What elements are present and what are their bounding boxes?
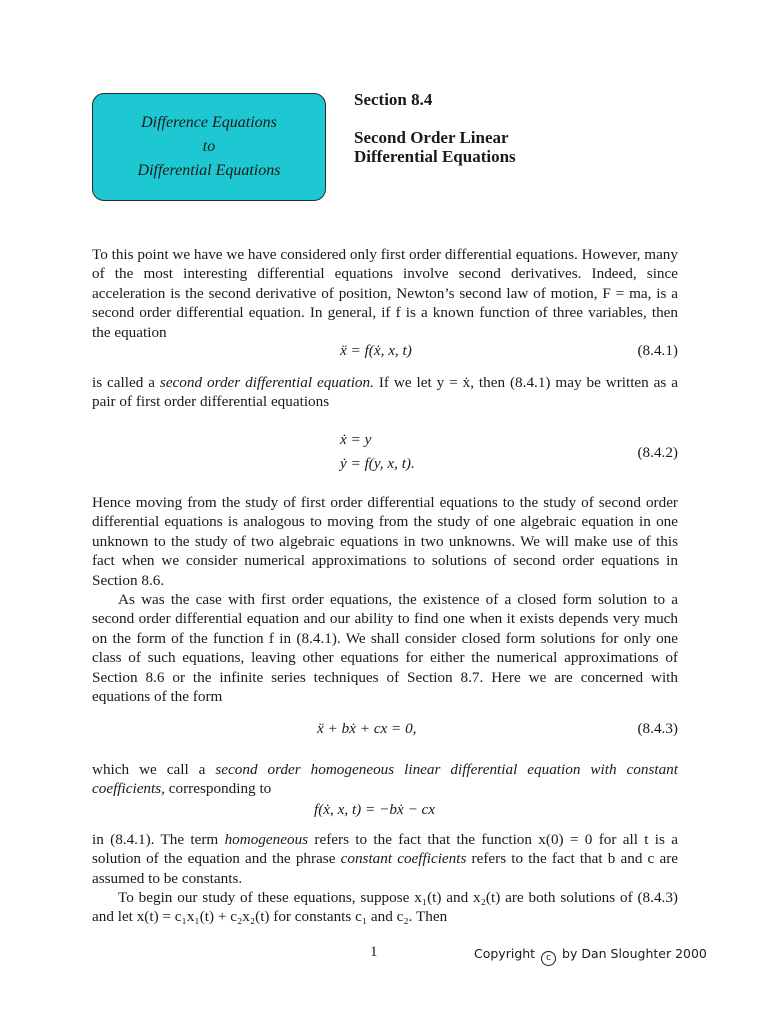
paragraph-6-emphasis-1: homogeneous (224, 831, 309, 848)
equation-8-4-2 (92, 430, 678, 472)
equation-8-4-1 (92, 341, 678, 361)
equation-number: (8.4.1) (637, 342, 678, 359)
paragraph-5 (92, 760, 678, 799)
section-title (354, 128, 516, 166)
title-line-3: Differential Equations (137, 162, 281, 179)
title-box (92, 93, 326, 201)
equation-body: f(ẋ, x, t) = −bẋ − cx (314, 801, 435, 818)
equation-body: ẍ + bẋ + cx = 0, (317, 720, 417, 737)
section-title-line-1: Second Order Linear (354, 128, 509, 147)
equation-body: ẍ = f(ẋ, x, t) (340, 342, 412, 359)
section-title-line-2: Differential Equations (354, 147, 516, 166)
equation-number: (8.4.3) (637, 720, 678, 737)
copyright-icon: c (541, 951, 556, 966)
paragraph-6 (92, 830, 678, 888)
copyright-author: by Dan Sloughter 2000 (562, 946, 707, 961)
title-line-1: Difference Equations (141, 114, 277, 131)
equation-f (92, 800, 678, 820)
paragraph-6-c: refers to the fact that b and c are assumed to be constants. (92, 850, 678, 887)
paragraph-7: To begin our study of these equations, suppose x₁(t) and x₂(t) are both solutions of (8.4.3) and let x(t) = c₁x₁(t) + c₂x₂(t) for constants c₁ and c₂. Then (92, 889, 678, 926)
paragraph-1: To this point we have we have considered only first order differential equations. However, many of the most interesting differential equations involve second derivatives. Indeed, since acceleration is the second derivative of position, Newton’s second law of motion, F = ma, is a second order differential equation. In general, if f is a known function of three variables, then the equation (92, 246, 678, 341)
paragraph-6-emphasis-2: constant coefficients (340, 850, 467, 868)
copyright-notice (474, 946, 707, 966)
title-line-2: to (202, 138, 216, 155)
equation-line-2: ẏ = f(y, x, t). (340, 455, 415, 472)
page-number: 1 (370, 944, 378, 960)
copyright-label: Copyright (474, 946, 536, 961)
paragraph-2-emphasis: second order differential equation. (159, 374, 374, 391)
paragraph-5-emphasis: second order homogeneous linear differential equation with constant coefficients (92, 761, 678, 798)
section-heading (354, 90, 516, 166)
section-number: Section 8.4 (354, 90, 433, 109)
paragraph-5-start: which we call a (92, 761, 216, 778)
paragraph-3: Hence moving from the study of first order differential equations to the study of second order differential equations is analogous to moving from the study of one algebraic equation in one unknown to the study of two algebraic equations in two unknowns. We will make use of this fact when we consider numerical approximations to solutions of second order equations in Section 8.6. (92, 494, 678, 589)
equation-number: (8.4.2) (637, 444, 678, 461)
paragraph-6-a: in (8.4.1). The term (92, 831, 225, 848)
paragraph-4: As was the case with first order equations, the existence of a closed form solution to a second order differential equation and our ability to find one when it exists depends very much on the form of the function f in (8.4.1). We shall consider closed form solutions for only one class of such equations, leaving other equations for either the numerical approximations of Section 8.6 or the infinite series techniques of Section 8.7. Here we are concerned with equations of the form (92, 591, 678, 706)
paragraph-2-end: If we let y = ẋ, then (8.4.1) may be written as a pair of first order differential equations (92, 374, 678, 411)
paragraph-6-b: refers to the fact that the function x(0) = 0 for all t is a solution of the equation and the phrase (92, 831, 678, 868)
paragraph-2-start: is called a (92, 374, 160, 391)
equation-line-1: ẋ = y (340, 431, 372, 448)
equation-8-4-3 (92, 719, 678, 739)
paragraph-5-end: , corresponding to (161, 780, 272, 798)
paragraph-2 (92, 373, 678, 412)
